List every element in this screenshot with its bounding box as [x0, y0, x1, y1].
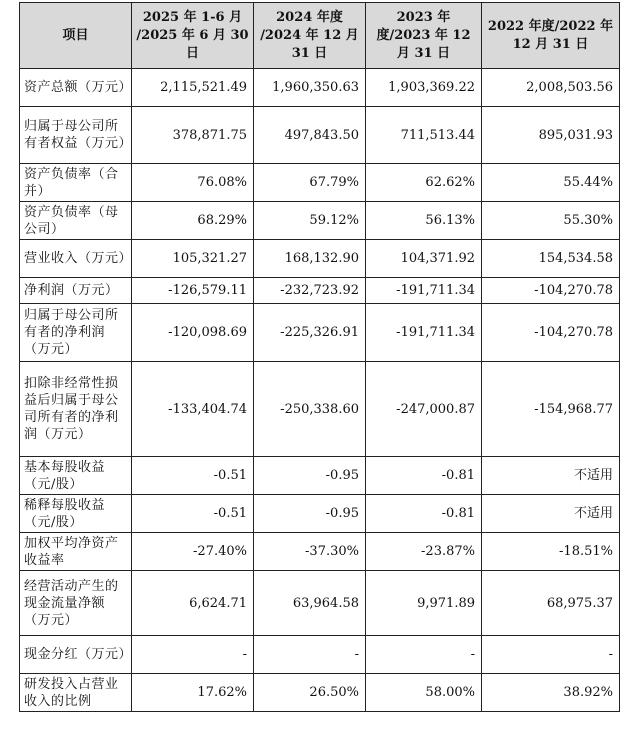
financial-table-container — [19, 2, 620, 712]
row-label: 现金分红（万元） — [20, 636, 132, 674]
table-cell: -232,723.92 — [254, 278, 366, 304]
table-row — [20, 69, 620, 107]
table-cell: -133,404.74 — [132, 362, 254, 457]
table-cell: -37.30% — [254, 533, 366, 571]
table-cell: 56.13% — [366, 202, 482, 240]
table-cell: 497,843.50 — [254, 107, 366, 164]
table-cell: 26.50% — [254, 674, 366, 712]
row-label: 归属于母公司所有者权益（万元） — [20, 107, 132, 164]
table-cell: 2,008,503.56 — [482, 69, 620, 107]
table-row — [20, 533, 620, 571]
table-cell: -250,338.60 — [254, 362, 366, 457]
table-cell: -247,000.87 — [366, 362, 482, 457]
row-label: 基本每股收益（元/股） — [20, 457, 132, 495]
table-cell: 76.08% — [132, 164, 254, 202]
table-cell: 1,960,350.63 — [254, 69, 366, 107]
table-cell: -0.95 — [254, 495, 366, 533]
table-cell: 55.44% — [482, 164, 620, 202]
table-cell: -23.87% — [366, 533, 482, 571]
table-cell: 62.62% — [366, 164, 482, 202]
table-cell: 9,971.89 — [366, 571, 482, 636]
table-cell: -27.40% — [132, 533, 254, 571]
header-2022: 2022 年度/2022 年 12 月 31 日 — [482, 3, 620, 69]
table-row — [20, 636, 620, 674]
table-cell: -225,326.91 — [254, 304, 366, 362]
table-row — [20, 571, 620, 636]
table-cell: 105,321.27 — [132, 240, 254, 278]
table-cell: -120,098.69 — [132, 304, 254, 362]
table-cell: 58.00% — [366, 674, 482, 712]
table-cell: 895,031.93 — [482, 107, 620, 164]
table-row — [20, 202, 620, 240]
table-row — [20, 674, 620, 712]
table-row — [20, 362, 620, 457]
table-cell: -0.81 — [366, 457, 482, 495]
table-cell: 17.62% — [132, 674, 254, 712]
table-cell: -154,968.77 — [482, 362, 620, 457]
header-item: 项目 — [20, 3, 132, 69]
table-cell: -191,711.34 — [366, 278, 482, 304]
table-cell: 2,115,521.49 — [132, 69, 254, 107]
row-label: 资产负债率（合并） — [20, 164, 132, 202]
table-cell: -126,579.11 — [132, 278, 254, 304]
table-cell: 711,513.44 — [366, 107, 482, 164]
table-cell: 59.12% — [254, 202, 366, 240]
table-cell: -104,270.78 — [482, 278, 620, 304]
table-cell: 68.29% — [132, 202, 254, 240]
table-row — [20, 240, 620, 278]
row-label: 稀释每股收益（元/股） — [20, 495, 132, 533]
financial-indicators-table — [19, 2, 620, 712]
table-cell: 1,903,369.22 — [366, 69, 482, 107]
row-label: 资产总额（万元） — [20, 69, 132, 107]
table-row — [20, 304, 620, 362]
table-cell: 63,964.58 — [254, 571, 366, 636]
table-cell: -0.51 — [132, 457, 254, 495]
header-2025-h1: 2025 年 1-6 月 /2025 年 6 月 30 日 — [132, 3, 254, 69]
row-label: 经营活动产生的现金流量净额（万元） — [20, 571, 132, 636]
table-row — [20, 457, 620, 495]
row-label: 研发投入占营业收入的比例 — [20, 674, 132, 712]
table-cell: -18.51% — [482, 533, 620, 571]
header-2023: 2023 年度/2023 年 12 月 31 日 — [366, 3, 482, 69]
table-cell: 378,871.75 — [132, 107, 254, 164]
table-cell: -191,711.34 — [366, 304, 482, 362]
table-cell: 104,371.92 — [366, 240, 482, 278]
row-label: 扣除非经常性损益后归属于母公司所有者的净利润（万元） — [20, 362, 132, 457]
table-cell: -104,270.78 — [482, 304, 620, 362]
table-cell: 67.79% — [254, 164, 366, 202]
table-cell: 55.30% — [482, 202, 620, 240]
table-row — [20, 495, 620, 533]
table-row — [20, 107, 620, 164]
table-cell: - — [254, 636, 366, 674]
table-cell: 168,132.90 — [254, 240, 366, 278]
table-cell: -0.51 — [132, 495, 254, 533]
header-2024: 2024 年度 /2024 年 12 月 31 日 — [254, 3, 366, 69]
table-cell: - — [482, 636, 620, 674]
table-cell: 154,534.58 — [482, 240, 620, 278]
table-cell: -0.95 — [254, 457, 366, 495]
table-cell: - — [132, 636, 254, 674]
row-label: 净利润（万元） — [20, 278, 132, 304]
table-cell: 不适用 — [482, 495, 620, 533]
table-row — [20, 164, 620, 202]
row-label: 资产负债率（母公司） — [20, 202, 132, 240]
row-label: 归属于母公司所有者的净利润（万元） — [20, 304, 132, 362]
table-cell: 6,624.71 — [132, 571, 254, 636]
table-cell: 不适用 — [482, 457, 620, 495]
table-cell: 68,975.37 — [482, 571, 620, 636]
table-cell: 38.92% — [482, 674, 620, 712]
table-row — [20, 278, 620, 304]
header-row — [20, 3, 620, 69]
table-cell: - — [366, 636, 482, 674]
table-cell: -0.81 — [366, 495, 482, 533]
row-label: 加权平均净资产收益率 — [20, 533, 132, 571]
row-label: 营业收入（万元） — [20, 240, 132, 278]
